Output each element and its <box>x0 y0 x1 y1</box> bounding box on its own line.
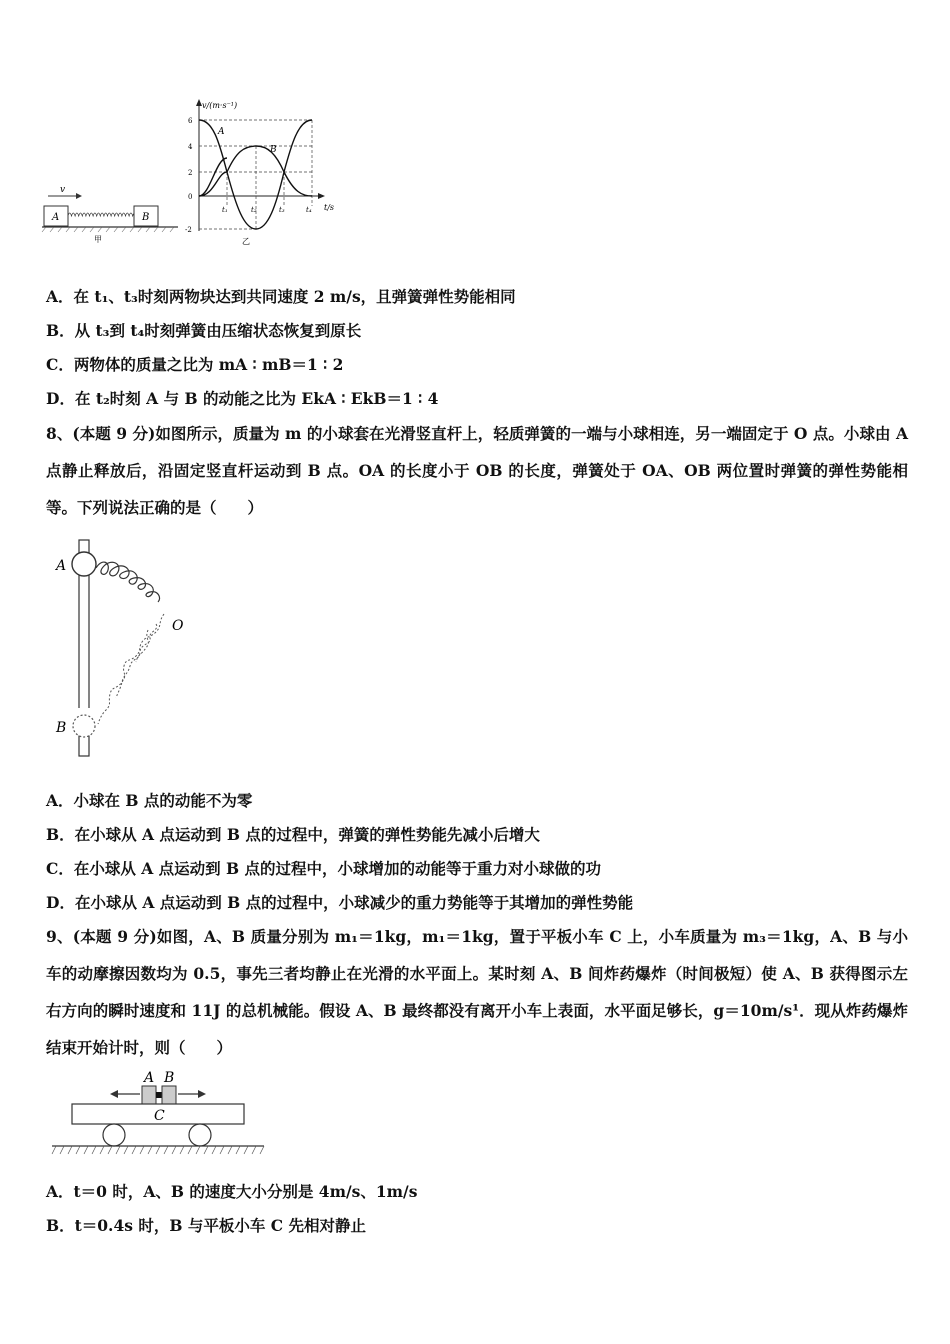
q9-stem: 9、(本题 9 分)如图，A、B 质量分别为 m₁＝1kg，m₁＝1kg，置于平板小车 C 上，小车质量为 m₃＝1kg，A、B 与小车的动摩擦因数均为 0.5，事先三者均静止在光滑的水平面上。某时刻 A、B 间炸药爆炸（时间极短）使 A、B 获得图示左右方向的瞬时速度和 11J 的总机械能。假设 A、B 最终都没有离开小车上表面，水平面足够长，g＝10m/s¹．现从炸药爆炸结束开始计时，则（ ） <box>46 927 908 1057</box>
x-tick-t4: t₄ <box>306 206 312 214</box>
y-axis-label: v/(m·s⁻¹) <box>202 101 238 110</box>
curve-b-label: B <box>270 145 277 155</box>
cart-explosion-figure <box>48 1066 268 1160</box>
q7-option-b: B．从 t₃到 t₄时刻弹簧由压缩状态恢复到原长 <box>46 321 362 340</box>
velocity-label: v <box>60 185 66 195</box>
x-tick-t3: t₃ <box>279 206 285 214</box>
y-tick-neg2: -2 <box>185 226 192 234</box>
y-tick-0: 0 <box>188 193 193 201</box>
x-tick-labels <box>222 206 312 214</box>
curve-b <box>199 146 312 196</box>
velocity-time-graph <box>184 96 344 246</box>
cart-c-label: C <box>154 1108 165 1124</box>
rod-spring-figure <box>48 538 198 768</box>
y-tick-4: 4 <box>188 143 193 151</box>
spring-figure-caption: 甲 <box>94 235 102 244</box>
q9-option-a: A．t＝0 时，A、B 的速度大小分别是 4m/s、1m/s <box>46 1182 418 1201</box>
q7-option-a: A．在 t₁、t₃时刻两物块达到共同速度 2 m/s，且弹簧弹性势能相同 <box>46 287 516 306</box>
x-tick-t1: t₁ <box>222 206 228 214</box>
block-b-label: B <box>164 1070 175 1086</box>
q8-option-b: B．在小球从 A 点运动到 B 点的过程中，弹簧的弹性势能先减小后增大 <box>46 825 540 844</box>
q8-option-a: A．小球在 B 点的动能不为零 <box>46 791 253 810</box>
block-a-label: A <box>144 1070 155 1086</box>
point-a-label: A <box>56 558 67 574</box>
block-b-label: B <box>142 212 150 223</box>
x-axis-label: t/s <box>324 203 335 212</box>
graph-caption: 乙 <box>242 237 250 246</box>
q7-option-d: D．在 t₂时刻 A 与 B 的动能之比为 EkA ∶ EkB＝1 ∶ 4 <box>46 389 439 408</box>
spring-blocks-figure <box>40 182 180 244</box>
q7-option-c: C．两物体的质量之比为 mA ∶ mB＝1 ∶ 2 <box>46 355 344 374</box>
point-b-label: B <box>56 720 67 736</box>
x-tick-t2: t₂ <box>251 206 257 214</box>
y-tick-2: 2 <box>188 169 193 177</box>
curve-a-label: A <box>218 127 225 137</box>
point-o-label: O <box>172 618 184 634</box>
q8-stem: 8、(本题 9 分)如图所示，质量为 m 的小球套在光滑竖直杆上，轻质弹簧的一端与小球相连，另一端固定于 O 点。小球由 A 点静止释放后，沿固定竖直杆运动到 B 点。OA 的长度小于 OB 的长度，弹簧处于 OA、OB 两位置时弹簧的弹性势能相等。下列说法正确的是（ ） <box>46 424 908 517</box>
q9-option-b: B．t＝0.4s 时，B 与平板小车 C 先相对静止 <box>46 1216 366 1235</box>
q8-option-c: C．在小球从 A 点运动到 B 点的过程中，小球增加的动能等于重力对小球做的功 <box>46 859 602 878</box>
q8-option-d: D．在小球从 A 点运动到 B 点的过程中，小球减少的重力势能等于其增加的弹性势能 <box>46 893 634 912</box>
y-tick-labels <box>185 117 193 234</box>
y-tick-6: 6 <box>188 117 193 125</box>
block-a-label: A <box>52 212 60 223</box>
